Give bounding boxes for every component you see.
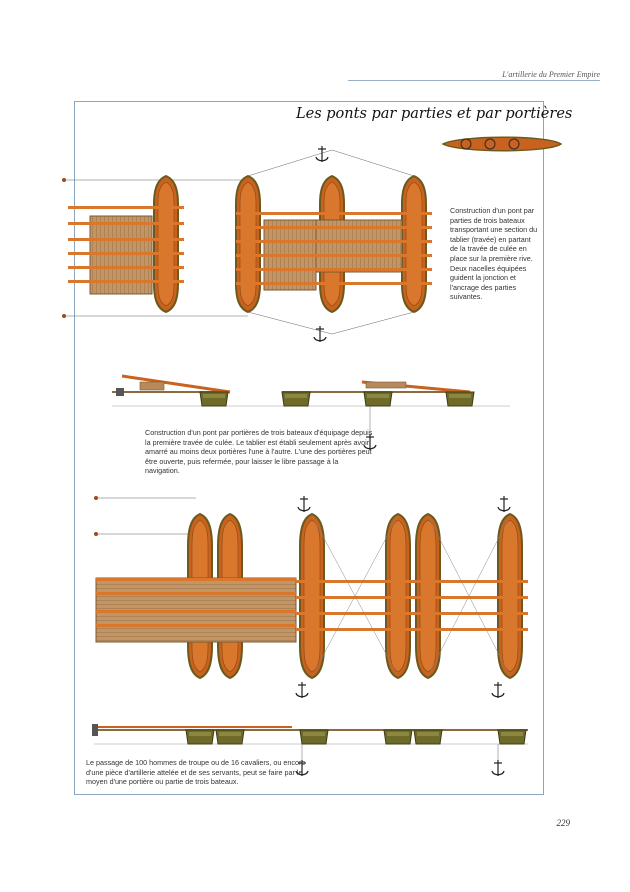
anchor-icon — [298, 496, 310, 512]
caption-portiere-passage: Le passage de 100 hommes de troupe ou de 16 cavaliers, ou encore d'une pièce d'artillerie attelée et de ses servants, peut se faire par le moyen d'une portière ou partie de trois bateaux. — [86, 758, 306, 787]
anchor-icon — [498, 496, 510, 512]
anchor-icon — [314, 326, 326, 342]
page-number: 229 — [556, 818, 570, 828]
caption-bridge-by-portieres: Construction d'un pont par portières de trois bateaux d'équipage depuis la première travée de culée. Le tablier est établi seulement après avoir amarré au moins deux portières l'une à l'autre. L'une des portières peut être ouverte, puis refermée, pour laisser le libre passage à la navigation. — [145, 428, 373, 476]
diagram-bridge-by-portieres — [94, 496, 528, 698]
anchor-icon — [316, 146, 328, 162]
running-head: L'artillerie du Premier Empire — [502, 70, 600, 79]
anchor-icon — [296, 682, 308, 698]
anchor-icon — [492, 760, 504, 776]
diagram-bridge-by-parts — [62, 146, 432, 342]
nacelle-icon — [443, 137, 561, 151]
caption-bridge-by-parts: Construction d'un pont par parties de trois bateaux transportant une section du tablier (travée) en partant de la travée de culée en place sur la première rive. Deux nacelles équipées guident la jonction et l'ancrage des parties suivantes. — [450, 206, 538, 302]
anchor-icon — [492, 682, 504, 698]
plate-title: Les ponts par parties et par portières — [296, 106, 573, 122]
